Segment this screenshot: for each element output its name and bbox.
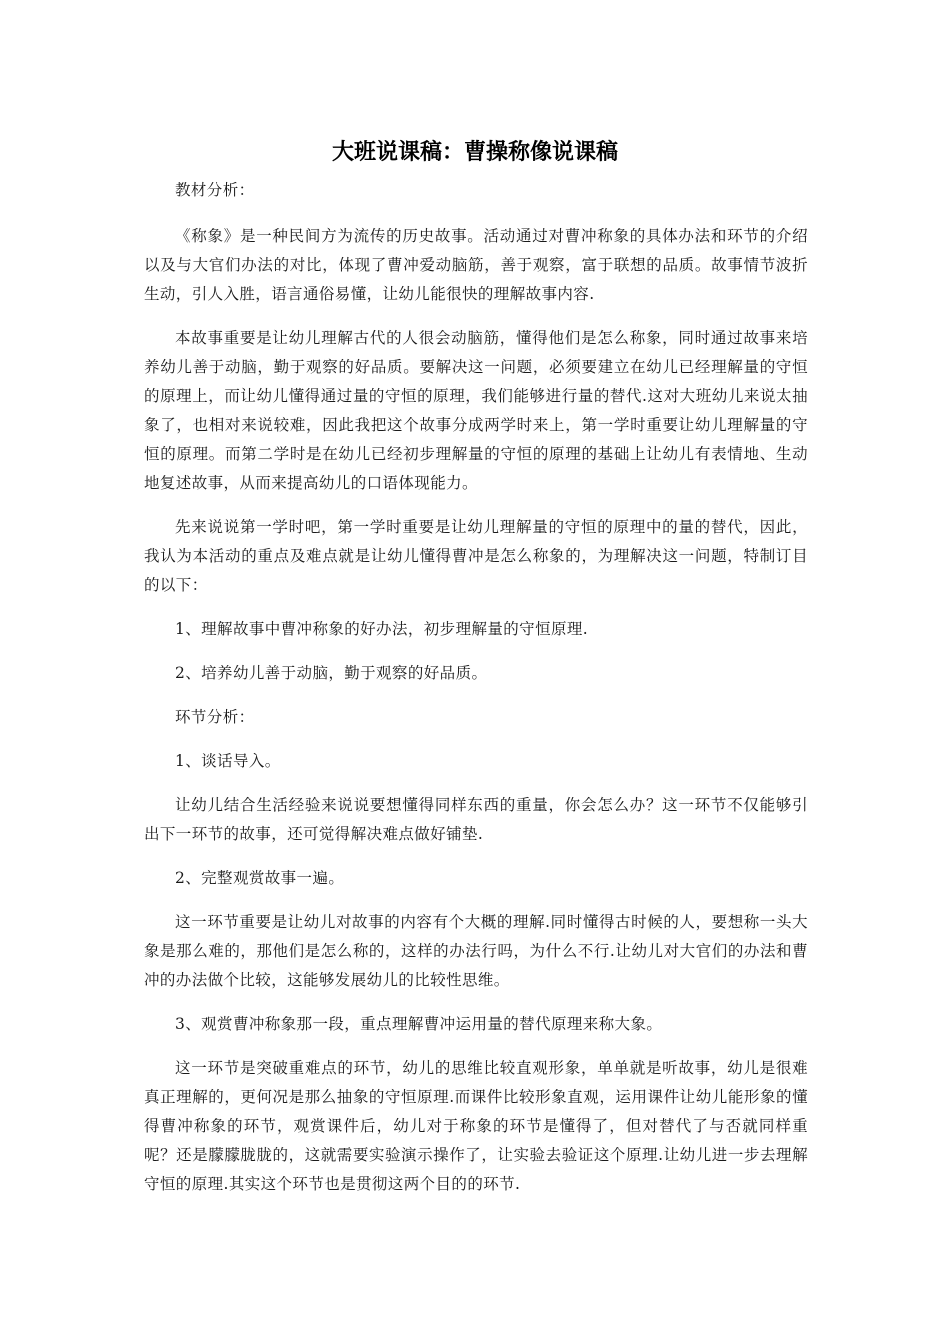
paragraph: 《称象》是一种民间方为流传的历史故事。活动通过对曹冲称象的具体办法和环节的介绍以及与大官们办法的对比，体现了曹冲爱动脑筋，善于观察，富于联想的品质。故事情节波折生动，引人入胜，语言通俗易懂，让幼儿能很快的理解故事内容.	[144, 227, 808, 303]
paragraph: 这一环节是突破重难点的环节，幼儿的思维比较直观形象，单单就是听故事，幼儿是很难真正理解的，更何况是那么抽象的守恒原理.而课件比较形象直观，运用课件让幼儿能形象的懂得曹冲称象的环节，观赏课件后，幼儿对于称象的环节是懂得了，但对替代了与否就同样重呢？还是朦朦胧胧的，这就需要实验演示操作了，让实验去验证这个原理.让幼儿进一步去理解守恒的原理.其实这个环节也是贯彻这两个目的的环节.	[144, 1059, 808, 1193]
list-item: 1、理解故事中曹冲称象的好办法，初步理解量的守恒原理.	[175, 620, 589, 638]
paragraph: 本故事重要是让幼儿理解古代的人很会动脑筋，懂得他们是怎么称象，同时通过故事来培养幼儿善于动脑，勤于观察的好品质。要解决这一问题，必须要建立在幼儿已经理解量的守恒的原理上，而让幼儿懂得通过量的守恒的原理，我们能够进行量的替代.这对大班幼儿来说太抽象了，也相对来说较难，因此我把这个故事分成两学时来上，第一学时重要让幼儿理解量的守恒的原理。而第二学时是在幼儿已经初步理解量的守恒的原理的基础上让幼儿有表情地、生动地复述故事，从而来提高幼儿的口语体现能力。	[144, 329, 808, 492]
paragraph: 先来说说第一学时吧，第一学时重要是让幼儿理解量的守恒的原理中的量的替代，因此，我认为本活动的重点及难点就是让幼儿懂得曹冲是怎么称象的，为理解决这一问题，特制订目的以下：	[144, 518, 808, 594]
paragraph: 教材分析：	[175, 181, 255, 199]
page-title: 大班说课稿：曹操称像说课稿	[331, 140, 618, 165]
section-heading: 环节分析：	[175, 708, 255, 726]
list-item: 3、观赏曹冲称象那一段，重点理解曹冲运用量的替代原理来称大象。	[175, 1015, 663, 1033]
list-item: 1、谈话导入。	[175, 752, 281, 770]
paragraph: 这一环节重要是让幼儿对故事的内容有个大概的理解.同时懂得古时候的人，要想称一头大象是那么难的，那他们是怎么称的，这样的办法行吗，为什么不行.让幼儿对大官们的办法和曹冲的办法做个比较，这能够发展幼儿的比较性思维。	[144, 913, 808, 989]
list-item: 2、完整观赏故事一遍。	[175, 869, 345, 887]
document-body	[144, 176, 808, 1214]
paragraph: 让幼儿结合生活经验来说说要想懂得同样东西的重量，你会怎么办？这一环节不仅能够引出下一环节的故事，还可觉得解决难点做好铺垫.	[144, 796, 808, 843]
list-item: 2、培养幼儿善于动脑，勤于观察的好品质。	[175, 664, 488, 682]
